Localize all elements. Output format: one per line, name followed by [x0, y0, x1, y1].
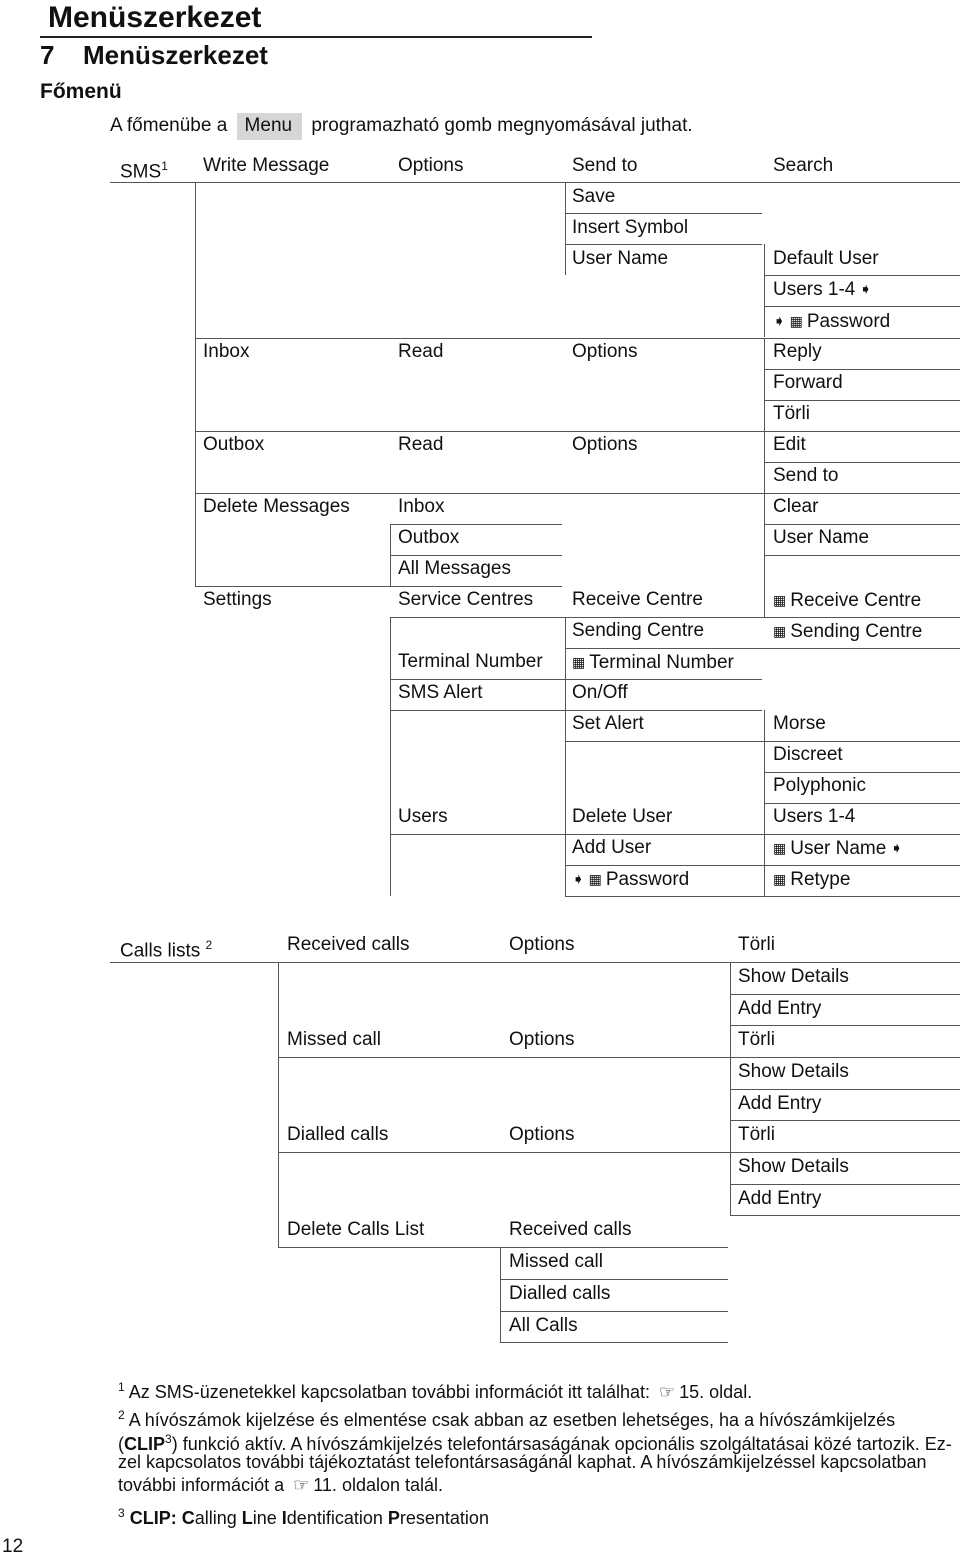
menu-item-missed-call: Missed call	[287, 1029, 381, 1050]
sms-rule	[390, 617, 960, 618]
menu-item-discreet: Discreet	[773, 744, 843, 765]
chapter-number: 7	[40, 40, 55, 70]
sms-vrule	[764, 710, 765, 896]
calls-rule	[500, 1311, 728, 1312]
menu-item-show-details: Show Details	[738, 1156, 849, 1177]
menu-item-received-calls: Received calls	[509, 1219, 632, 1240]
acronym-rest: alling	[194, 1508, 242, 1528]
footnote-2-line-3: zel kapcsolatos további tájékoztatást telefontársaságánál kaphat. A hívószámkijelzéssel kapcsolatban	[118, 1452, 927, 1472]
sms-rule	[390, 834, 960, 835]
arrow-right-icon: ➧	[890, 840, 903, 857]
footnote-text: Az SMS-üzenetekkel kapcsolatban további információt itt találhat:	[128, 1382, 650, 1402]
sms-root	[120, 154, 168, 184]
menu-item-edit: Edit	[773, 434, 806, 455]
menu-item-outbox: Outbox	[398, 527, 460, 548]
calls-rule	[730, 994, 960, 995]
menu-item-users-1-4: Users 1-4	[773, 806, 856, 827]
keypad-icon: ▦	[773, 623, 787, 639]
calls-rule	[730, 1120, 960, 1121]
sms-rule	[565, 213, 762, 214]
menu-item-sending-centre-entry	[773, 619, 922, 644]
footnote-3	[118, 1502, 489, 1529]
menu-item-users-1-4	[773, 278, 876, 302]
sms-rule	[390, 524, 562, 525]
menu-item-password	[773, 309, 890, 334]
calls-vrule	[730, 962, 731, 1215]
menu-item-outbox: Outbox	[203, 434, 265, 455]
keypad-icon: ▦	[572, 654, 586, 670]
retype-label: Retype	[790, 869, 851, 890]
acronym-letter: L	[241, 1508, 253, 1528]
menu-item-user-name-entry	[773, 836, 907, 861]
intro-text	[110, 113, 693, 140]
calls-rule	[278, 1247, 728, 1248]
footnote-2-line-1	[118, 1404, 895, 1431]
menu-item-inbox: Inbox	[398, 496, 445, 517]
menu-item-morse: Morse	[773, 713, 826, 734]
menu-item-clear: Clear	[773, 496, 819, 517]
footnote-1	[118, 1376, 752, 1403]
calls-rule	[730, 1089, 960, 1090]
menu-item-user-name: User Name	[572, 248, 669, 269]
menu-item-polyphonic: Polyphonic	[773, 775, 866, 796]
menu-key: Menu	[237, 113, 303, 140]
calls-vrule	[278, 962, 279, 1247]
acronym-letter: I	[281, 1508, 287, 1528]
sms-vrule	[565, 617, 566, 896]
sms-vrule	[764, 244, 765, 337]
sms-rule	[195, 338, 960, 339]
menu-item-all-calls: All Calls	[509, 1315, 578, 1336]
sms-vrule	[390, 524, 391, 586]
footnote-number: 3	[118, 1506, 125, 1520]
menu-item-terminal-number-entry	[572, 650, 734, 675]
sms-rule	[195, 431, 960, 432]
arrow-right-icon: ➧	[572, 871, 585, 888]
menu-item-read: Read	[398, 434, 444, 455]
menu-item-torli: Törli	[738, 1029, 775, 1050]
menu-item-sms-alert: SMS Alert	[398, 682, 483, 703]
keypad-icon: ▦	[789, 313, 803, 329]
menu-item-send-to: Send to	[773, 465, 839, 486]
sms-vrule	[764, 338, 765, 617]
menu-item-default-user: Default User	[773, 248, 879, 269]
password-label: Password	[806, 311, 891, 332]
menu-item-save: Save	[572, 186, 616, 207]
footnote-2-line-4	[118, 1474, 443, 1496]
sms-rule	[390, 679, 762, 680]
footnote-number: 2	[118, 1408, 125, 1422]
sending-centre-entry-label: Sending Centre	[790, 621, 923, 642]
menu-item-inbox: Inbox	[203, 341, 250, 362]
footnote-number: 1	[118, 1380, 125, 1394]
acronym-rest: ine	[252, 1508, 282, 1528]
running-title: Menüszerkezet	[48, 1, 262, 34]
menu-item-torli: Törli	[738, 1124, 775, 1145]
menu-item-torli: Törli	[738, 934, 775, 955]
footnote-text: A hívószámok kijelzése és elmentése csak abban az esetben lehetséges, ha a hívószámkijelzés	[128, 1410, 896, 1430]
pointing-hand-icon: ☞	[293, 1475, 310, 1495]
menu-item-all-messages: All Messages	[398, 558, 511, 579]
page-reference: 11. oldalon talál.	[313, 1475, 444, 1495]
menu-item-sending-centre: Sending Centre	[572, 620, 705, 641]
sms-rule	[764, 462, 960, 463]
sms-rule	[195, 493, 960, 494]
menu-item-reply: Reply	[773, 341, 822, 362]
calls-rule	[730, 1215, 960, 1216]
keypad-icon: ▦	[588, 871, 602, 887]
keypad-icon: ▦	[773, 592, 787, 608]
sms-rule-main	[110, 182, 960, 183]
menu-item-users: Users	[398, 806, 448, 827]
user-name-entry-label: User Name	[790, 838, 887, 859]
pointing-hand-icon: ☞	[659, 1382, 676, 1402]
menu-item-options: Options	[572, 434, 638, 455]
menu-item-insert-symbol: Insert Symbol	[572, 217, 689, 238]
receive-centre-entry-label: Receive Centre	[790, 590, 922, 611]
menu-item-options: Options	[509, 1124, 575, 1145]
sms-rule	[764, 400, 960, 401]
sms-rule	[764, 524, 960, 525]
calls-rule	[500, 1279, 728, 1280]
menu-item-send-to: Send to	[572, 155, 638, 176]
calls-rule	[730, 1025, 960, 1026]
menu-item-password-entry	[572, 867, 689, 892]
menu-item-dialled-calls: Dialled calls	[509, 1283, 611, 1304]
menu-item-set-alert: Set Alert	[572, 713, 644, 734]
menu-item-torli: Törli	[773, 403, 810, 424]
sms-rule	[565, 896, 960, 897]
menu-item-options: Options	[398, 155, 464, 176]
arrow-right-icon: ➧	[773, 313, 786, 330]
acronym-rest: dentification	[286, 1508, 388, 1528]
calls-footnote-ref: 2	[205, 938, 213, 952]
menu-item-service-centres: Service Centres	[398, 589, 534, 610]
sms-rule	[565, 741, 960, 742]
menu-item-user-name: User Name	[773, 527, 870, 548]
sms-rule	[565, 244, 762, 245]
menu-item-read: Read	[398, 341, 444, 362]
menu-item-write-message: Write Message	[203, 155, 330, 176]
calls-rule	[278, 1057, 960, 1058]
chapter-title: Menüszerkezet	[83, 40, 268, 70]
menu-item-on-off: On/Off	[572, 682, 628, 703]
menu-item-delete-user: Delete User	[572, 806, 673, 827]
menu-item-receive-centre-entry	[773, 588, 921, 613]
footnote-text: további információt a	[118, 1475, 285, 1495]
menu-item-receive-centre: Receive Centre	[572, 589, 703, 610]
password-entry-label: Password	[605, 869, 690, 890]
calls-rule	[278, 1152, 960, 1153]
sms-rule	[390, 710, 762, 711]
keypad-icon: ▦	[773, 840, 787, 856]
menu-item-retype	[773, 867, 850, 892]
sms-vrule	[390, 617, 391, 896]
sms-rule	[764, 555, 960, 556]
footnote-ref: 3	[165, 1432, 172, 1446]
menu-item-options: Options	[572, 341, 638, 362]
calls-root-label: Calls lists	[120, 940, 201, 962]
menu-item-forward: Forward	[773, 372, 843, 393]
menu-item-add-entry: Add Entry	[738, 998, 822, 1019]
menu-item-show-details: Show Details	[738, 966, 849, 987]
menu-item-options: Options	[509, 934, 575, 955]
menu-item-delete-calls-list: Delete Calls List	[287, 1219, 425, 1240]
sms-rule	[764, 803, 960, 804]
menu-item-options: Options	[509, 1029, 575, 1050]
calls-root	[120, 933, 212, 963]
section-title: Főmenü	[40, 80, 122, 103]
menu-item-search: Search	[773, 155, 834, 176]
header-rule	[40, 36, 592, 38]
calls-rule	[500, 1342, 728, 1343]
intro-before: A főmenübe a	[110, 115, 228, 136]
calls-vrule	[500, 1247, 501, 1342]
sms-footnote-ref: 1	[161, 159, 168, 173]
sms-rule	[764, 369, 960, 370]
arrow-right-icon: ➧	[859, 281, 872, 298]
footnote-paren: (	[118, 1434, 124, 1454]
sms-rule	[764, 275, 960, 276]
keypad-icon: ▦	[773, 871, 787, 887]
footnote-text: ) funkció aktív. A hívószámkijelzés telefontársaságának opcionális szolgáltatásai közé tartozik. Ez-	[171, 1434, 952, 1454]
clip-term: CLIP:	[129, 1508, 177, 1528]
page-reference: 15. oldal.	[679, 1382, 753, 1402]
menu-item-delete-messages: Delete Messages	[203, 496, 350, 517]
acronym-letter: C	[181, 1508, 195, 1528]
menu-item-received-calls: Received calls	[287, 934, 410, 955]
sms-vrule	[195, 182, 196, 586]
menu-item-terminal-number: Terminal Number	[398, 651, 543, 672]
page-number: 12	[2, 1536, 24, 1557]
menu-item-missed-call: Missed call	[509, 1251, 603, 1272]
intro-after: programazható gomb megnyomásával juthat.	[311, 115, 693, 136]
menu-item-settings: Settings	[203, 589, 272, 610]
sms-rule	[764, 306, 960, 307]
sms-rule	[565, 865, 960, 866]
acronym-letter: P	[387, 1508, 400, 1528]
clip-term: CLIP	[124, 1434, 166, 1454]
calls-rule	[730, 1184, 960, 1185]
terminal-number-entry-label: Terminal Number	[589, 652, 734, 673]
menu-item-add-user: Add User	[572, 837, 652, 858]
sms-root-label: SMS	[120, 161, 162, 183]
calls-rule-main	[110, 962, 960, 963]
users-1-4-label: Users 1-4	[773, 279, 856, 300]
menu-item-add-entry: Add Entry	[738, 1188, 822, 1209]
menu-item-dialled-calls: Dialled calls	[287, 1124, 389, 1145]
acronym-rest: resentation	[399, 1508, 489, 1528]
sms-rule	[195, 586, 562, 587]
menu-item-add-entry: Add Entry	[738, 1093, 822, 1114]
sms-rule	[764, 772, 960, 773]
sms-rule	[390, 555, 562, 556]
sms-rule	[565, 648, 960, 649]
menu-item-show-details: Show Details	[738, 1061, 849, 1082]
sms-vrule	[565, 182, 566, 275]
